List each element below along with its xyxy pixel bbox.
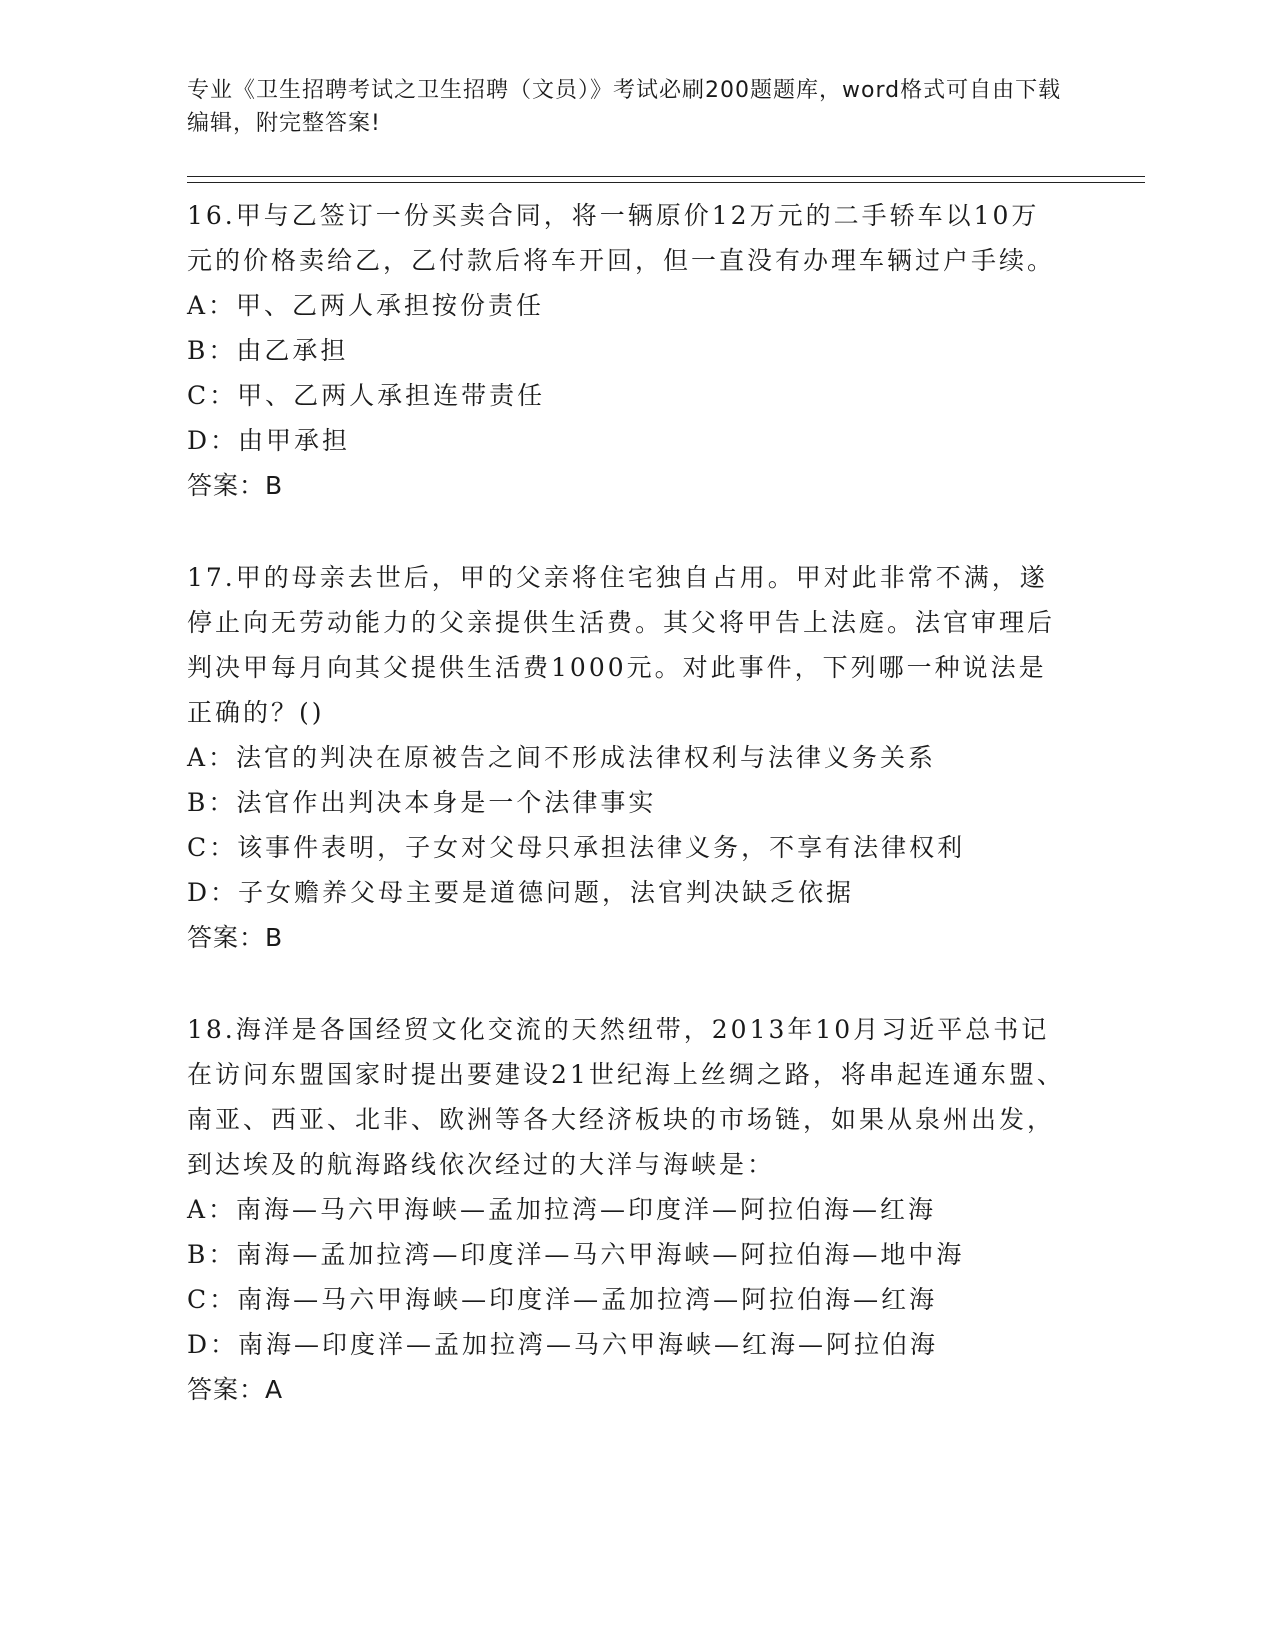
option-a: A：南海—马六甲海峡—孟加拉湾—印度洋—阿拉伯海—红海 [187, 1195, 937, 1224]
option-d: D：由甲承担 [187, 426, 351, 455]
question-16 [187, 193, 1067, 508]
question-stem: 17.甲的母亲去世后，甲的父亲将住宅独自占用。甲对此非常不满，遂停止向无劳动能力的父亲提供生活费。其父将甲告上法庭。法官审理后判决甲每月向其父提供生活费1000元。对此事件，下列哪一种说法是正确的？() [187, 563, 1056, 727]
option-d: D：南海—印度洋—孟加拉湾—马六甲海峡—红海—阿拉伯海 [187, 1330, 939, 1359]
option-a: A：甲、乙两人承担按份责任 [187, 291, 545, 320]
option-b: B：由乙承担 [187, 336, 349, 365]
answer-line: 答案：B [187, 471, 284, 500]
question-18 [187, 1007, 1067, 1412]
answer-line: 答案：A [187, 1375, 284, 1404]
document-header: 专业《卫生招聘考试之卫生招聘（文员）》考试必刷200题题库，word格式可自由下载编辑，附完整答案! [187, 78, 1062, 136]
option-c: C：该事件表明，子女对父母只承担法律义务，不享有法律权利 [187, 833, 966, 862]
option-c: C：南海—马六甲海峡—印度洋—孟加拉湾—阿拉伯海—红海 [187, 1285, 938, 1314]
question-17 [187, 555, 1067, 960]
option-b: B：南海—孟加拉湾—印度洋—马六甲海峡—阿拉伯海—地中海 [187, 1240, 965, 1269]
option-c: C：甲、乙两人承担连带责任 [187, 381, 546, 410]
question-list [187, 193, 1067, 1459]
option-a: A：法官的判决在原被告之间不形成法律权利与法律义务关系 [187, 743, 937, 772]
question-stem: 16.甲与乙签订一份买卖合同，将一辆原价12万元的二手轿车以10万元的价格卖给乙，乙付款后将车开回，但一直没有办理车辆过户手续。 [187, 201, 1056, 275]
header-divider-top [187, 176, 1145, 177]
answer-line: 答案：B [187, 923, 284, 952]
question-stem: 18.海洋是各国经贸文化交流的天然纽带，2013年10月习近平总书记在访问东盟国家时提出要建设21世纪海上丝绸之路，将串起连通东盟、南亚、西亚、北非、欧洲等各大经济板块的市场链，如果从泉州出发，到达埃及的航海路线依次经过的大洋与海峡是： [187, 1015, 1065, 1179]
option-d: D：子女赡养父母主要是道德问题，法官判决缺乏依据 [187, 878, 855, 907]
option-b: B：法官作出判决本身是一个法律事实 [187, 788, 657, 817]
header-divider-bottom [187, 182, 1145, 183]
